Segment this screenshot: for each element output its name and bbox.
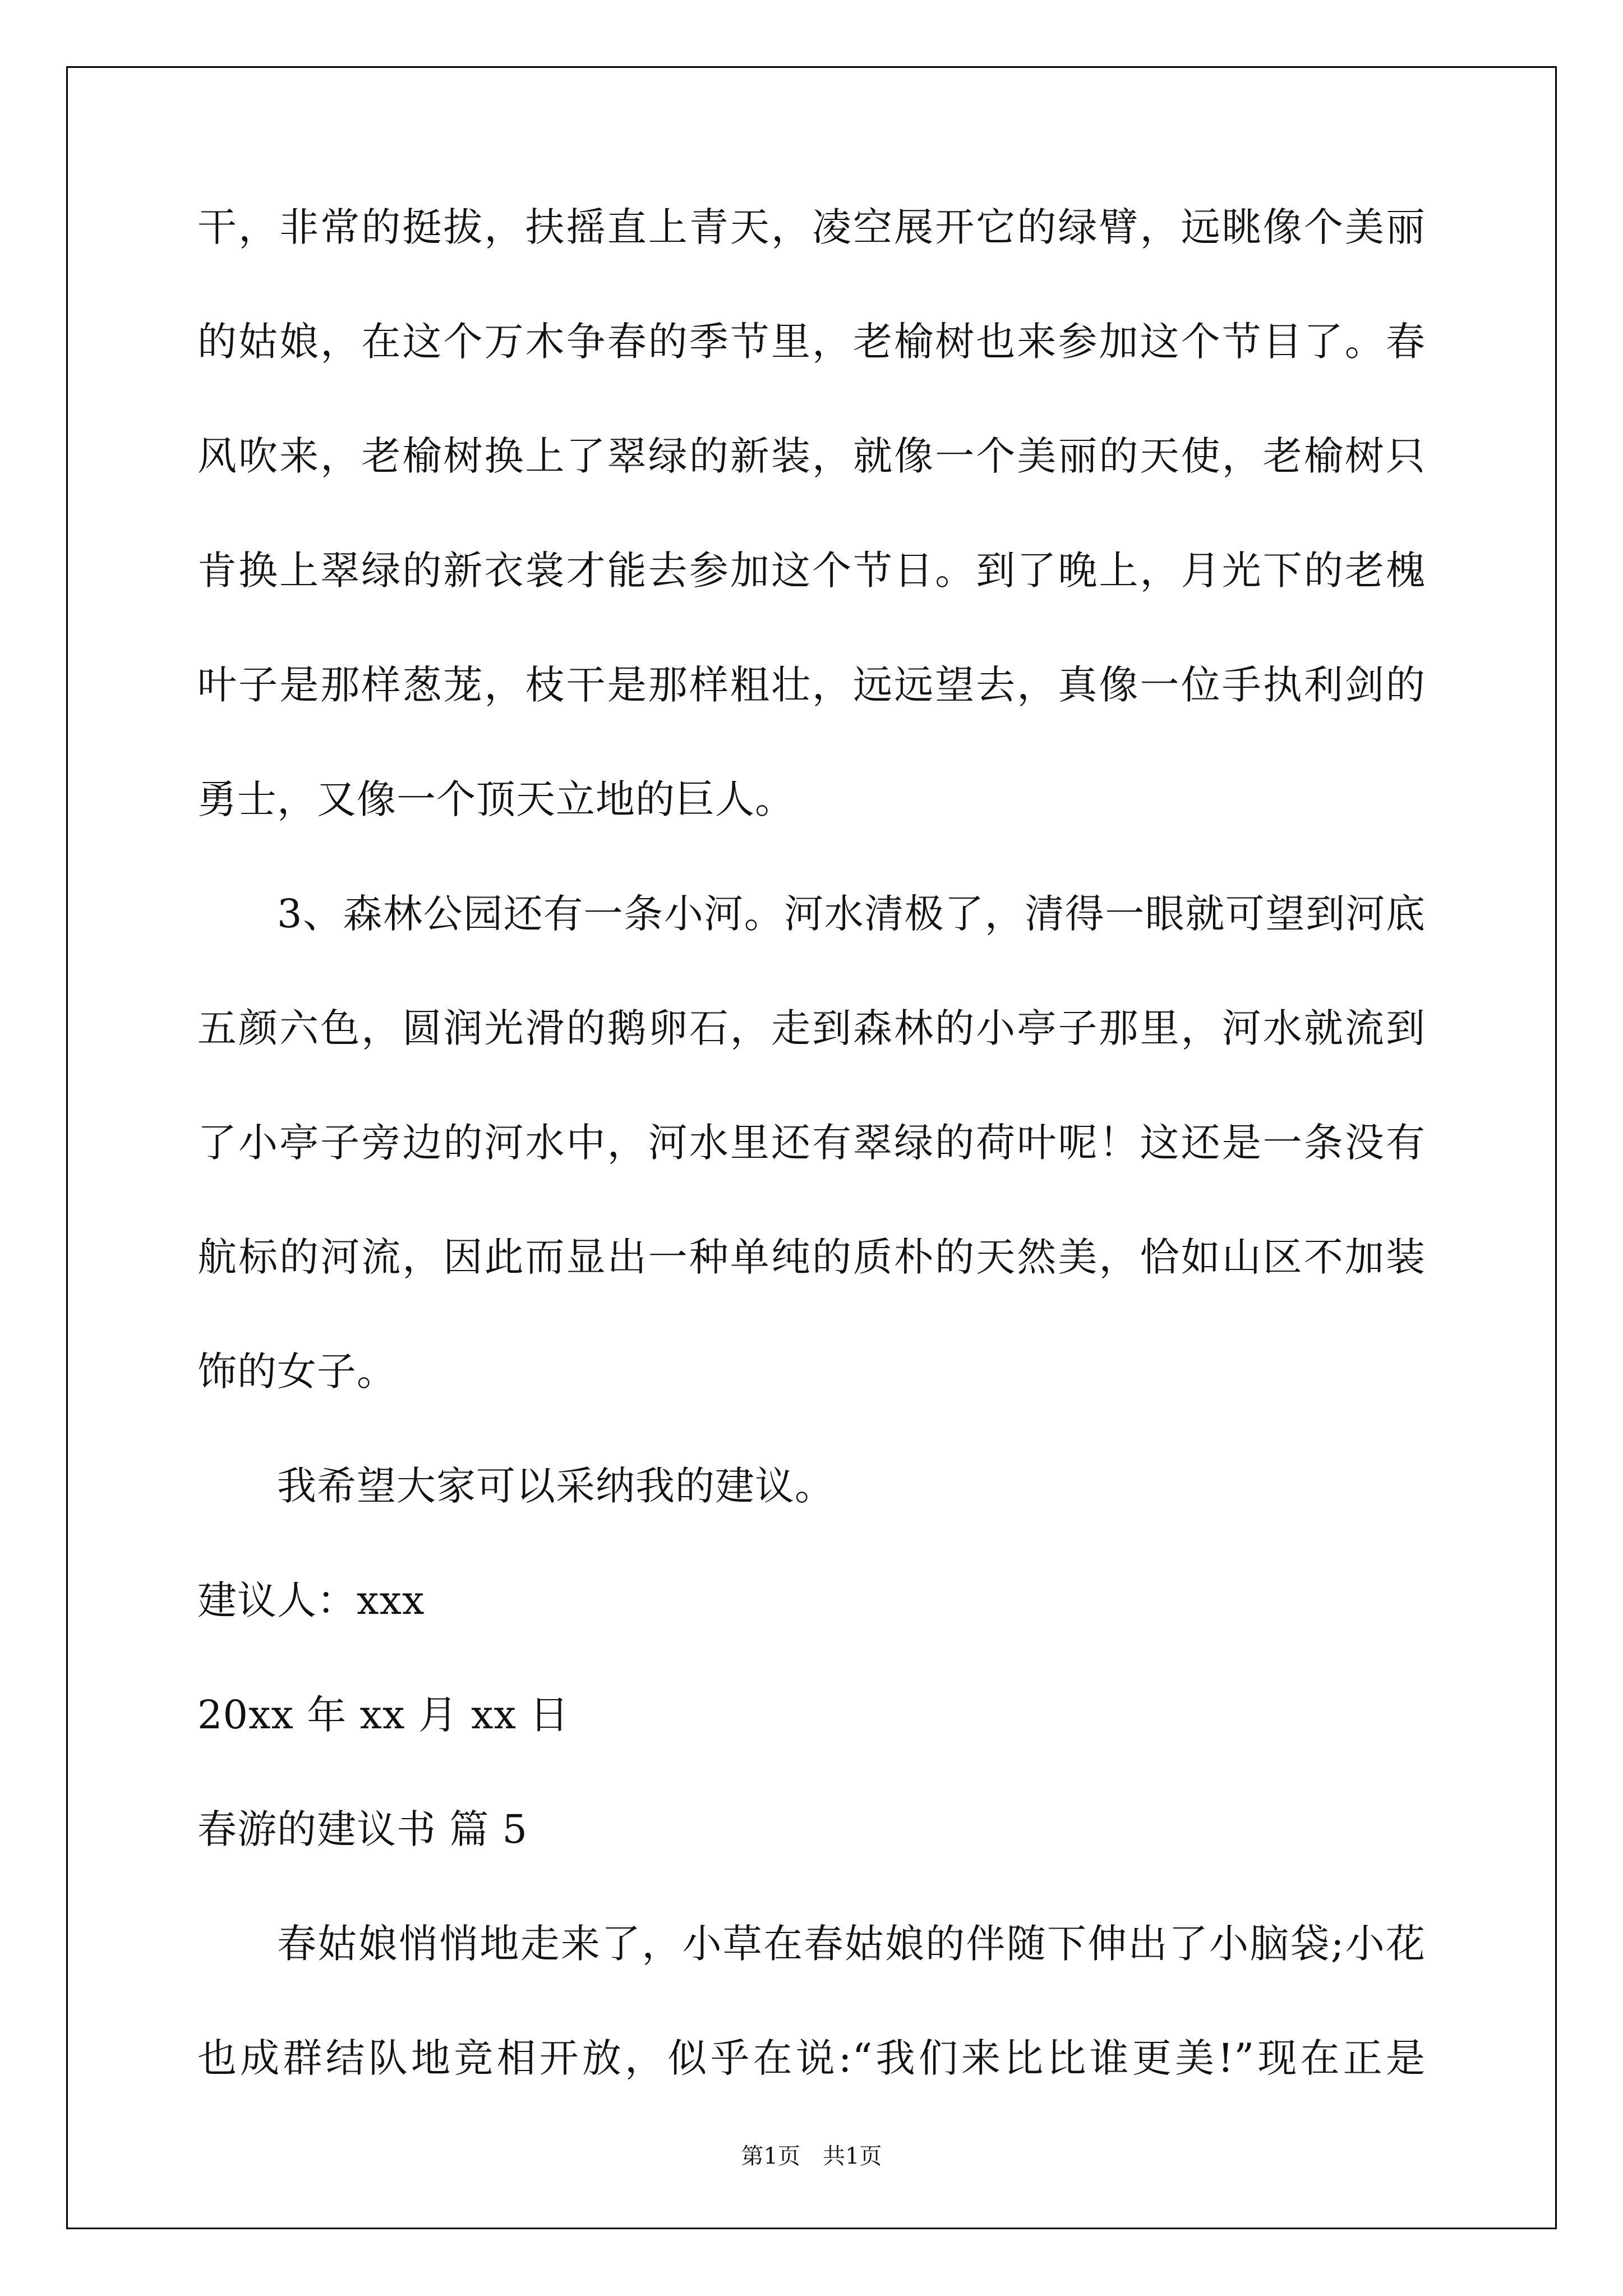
text-line: 也成群结队地竞相开放，似乎在说:“我们来比比谁更美!”现在正是 bbox=[197, 2035, 1426, 2081]
text-line: 饰的女子。 bbox=[197, 1349, 396, 1395]
text-line: 航标的河流，因此而显出一种单纯的质朴的天然美，恰如山区不加装 bbox=[197, 1234, 1426, 1280]
proposer-line: 建议人：xxx bbox=[197, 1577, 425, 1623]
paragraph-start-line: 春姑娘悄悄地走来了，小草在春姑娘的伴随下伸出了小脑袋;小花 bbox=[277, 1921, 1426, 1967]
text-line: 的姑娘，在这个万木争春的季节里，老榆树也来参加这个节目了。春 bbox=[197, 319, 1426, 365]
page-number-footer: 第1页 共1页 bbox=[741, 2143, 882, 2169]
date-line: 20xx 年 xx 月 xx 日 bbox=[197, 1692, 570, 1738]
document-body bbox=[197, 204, 1426, 2153]
paragraph-start-line: 3、森林公园还有一条小河。河水清极了，清得一眼就可望到河底 bbox=[277, 891, 1426, 937]
text-line: 风吹来，老榆树换上了翠绿的新装，就像一个美丽的天使，老榆树只 bbox=[197, 433, 1426, 479]
text-line: 干，非常的挺拔，扶摇直上青天，凌空展开它的绿臂，远眺像个美丽 bbox=[197, 204, 1426, 250]
text-line: 叶子是那样葱茏，枝干是那样粗壮，远远望去，真像一位手执利剑的 bbox=[197, 662, 1426, 708]
text-line: 了小亭子旁边的河水中，河水里还有翠绿的荷叶呢！这还是一条没有 bbox=[197, 1120, 1426, 1166]
text-line: 五颜六色，圆润光滑的鹅卵石，走到森林的小亭子那里，河水就流到 bbox=[197, 1005, 1426, 1051]
text-line: 勇士，又像一个顶天立地的巨人。 bbox=[197, 776, 795, 822]
text-line: 肯换上翠绿的新衣裳才能去参加这个节日。到了晚上，月光下的老槐 bbox=[197, 547, 1426, 593]
section-heading: 春游的建议书 篇 5 bbox=[197, 1806, 528, 1852]
closing-line: 我希望大家可以采纳我的建议。 bbox=[277, 1463, 834, 1509]
